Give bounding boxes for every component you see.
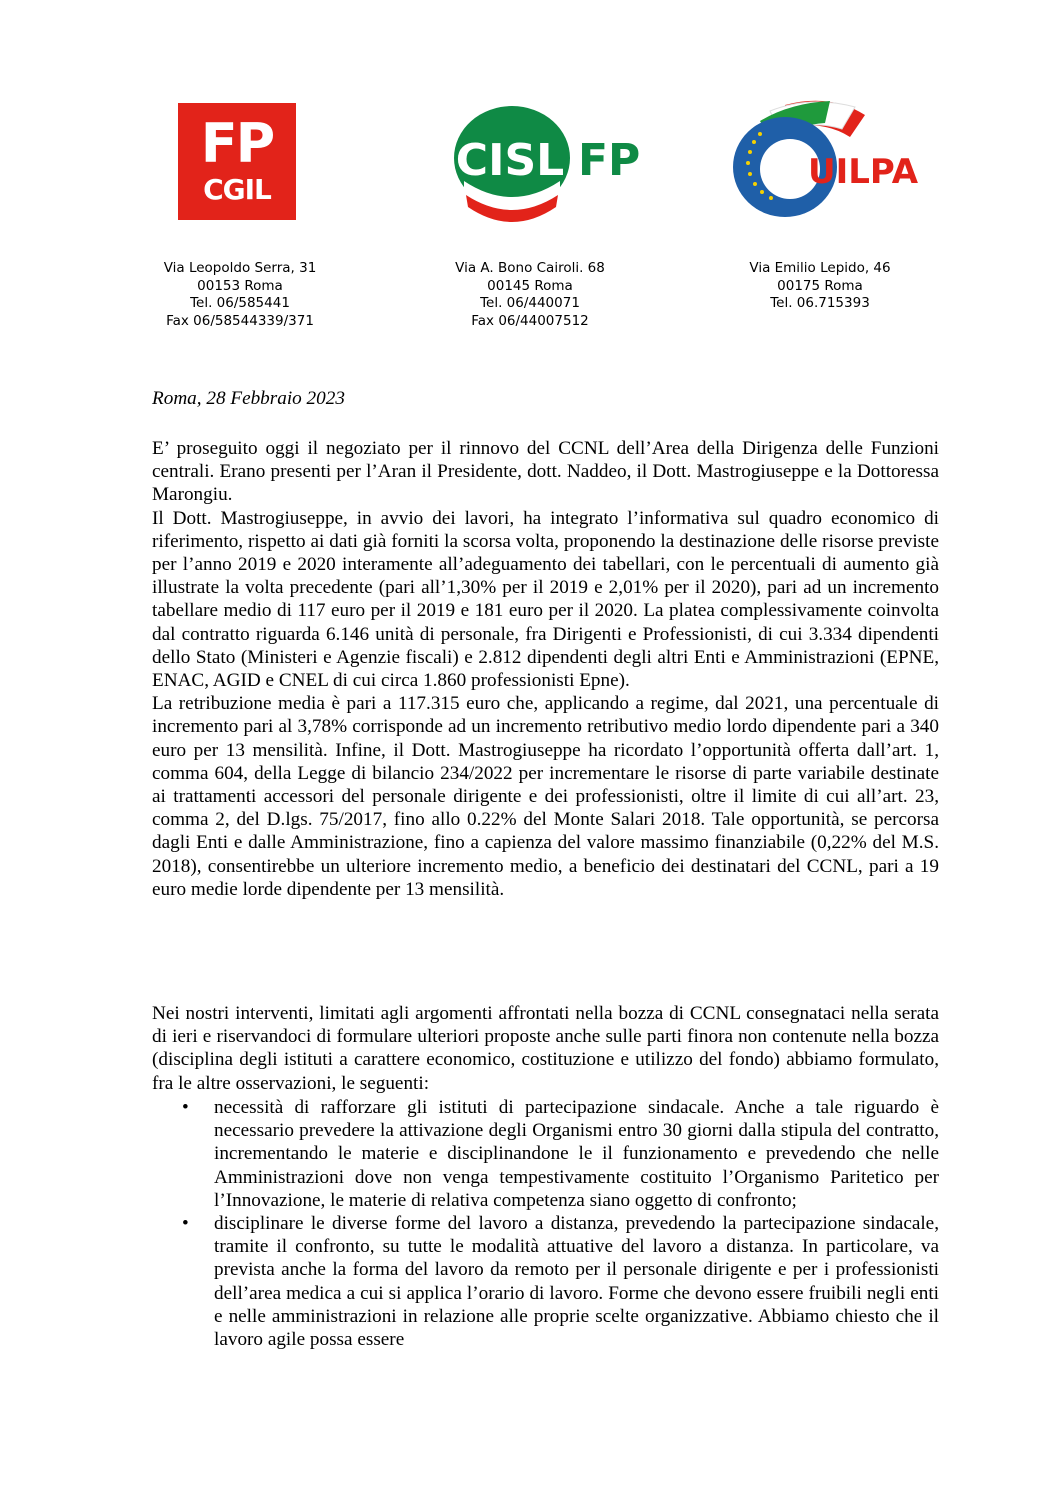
interventi-intro [152,1002,939,1095]
address-fax: Fax 06/44007512 [471,312,589,329]
paragraph: E’ proseguito oggi il negoziato per il rinnovo del CCNL dell’Area della Dirigenza delle Funzioni centrali. Erano presenti per l’Aran il Presidente, dott. Naddeo, il Dott. Mastrogiuseppe e la Dottoressa Marongiu. [152,438,939,506]
address-cap: 00175 Roma [777,277,863,294]
paragraph: La retribuzione media è pari a 117.315 euro che, applicando a regime, dal 2021, una percentuale di incremento pari al 3,78% corrisponde ad un incremento retributivo medio lordo dipendente pari a 340 euro per 13 mensilità. Infine, il Dott. Mastrogiuseppe ha ricordato l’opportunità offerta dall’art. 1, comma 604, della Legge di bilancio 234/2022 per incrementare le risorse di parte variabile destinate ai trattamenti accessori del personale dirigente e dei professionisti, oltre il limite di cui all’art. 23, comma 2, del D.lgs. 75/2017, fino allo 0.22% del Monte Salari 2018. Tale opportunità, se percorsa dagli Enti e dalle Amministrazione, fino a capienza del valore massimo finanziabile (0,22% del M.S. 2018), consentirebbe un ulteriore incremento medio, a beneficio dei destinatari del CCNL, pari a 19 euro medie lorde dipendente per 13 mensilità. [152,693,939,900]
fp-cgil-logo-line1: FP [200,112,274,175]
address-tel: Tel. 06/440071 [480,295,580,311]
fp-logo-text: FP [578,135,641,186]
cisl-fp-logo [452,103,642,233]
uilpa-logo-graphic [730,97,920,227]
address-fp-cgil [150,260,330,330]
uilpa-logo [730,97,920,227]
cisl-fp-logo-graphic [452,103,642,233]
bullet-list [152,1096,939,1351]
list-item [152,1096,939,1212]
address-fax: Fax 06/58544339/371 [166,312,314,329]
address-uilpa [730,260,910,313]
address-cisl-fp [440,260,620,330]
paragraph: Il Dott. Mastrogiuseppe, in avvio dei lavori, ha integrato l’informativa sul quadro economico di riferimento, rispetto ai dati già forniti la scorsa volta, proponendo la destinazione delle risorse previste per l’anno 2019 e 2020 interamente all’adeguamento dei tabellari, con le percentuali di aumento già illustrate la volta precedente (pari all’1,30% per il 2019 e 2,01% per il 2020), pari ad un incremento tabellare medio di 117 euro per il 2019 e 181 euro per il 2020. La platea complessivamente coinvolta dal contratto riguarda 6.146 unità di personale, fra Dirigenti e Professionisti, di cui 3.334 dipendenti dello Stato (Ministeri e Agenzie fiscali) e 2.812 dipendenti degli altri Enti e Amministrazioni (EPNE, ENAC, AGID e CNEL di cui circa 1.860 professionisti Epne). [152,507,939,692]
address-tel: Tel. 06.715393 [770,295,870,311]
bullet-icon: • [182,1097,189,1118]
address-street: Via Leopoldo Serra, 31 [163,260,317,276]
list-item-text: disciplinare le diverse forme del lavoro a distanza, prevedendo la partecipazione sindacale, tramite il confronto, su tutte le modalità attuative del lavoro a distanza. In particolare, va prevista anche la forma del lavoro da remoto per il personale dirigente e per i professionisti dell’area medica a cui si applica l’orario di lavoro. Forme che devono essere fruibili negli enti e nelle amministrazioni in relazione alle proprie scelte organizzative. Abbiamo chiesto che il lavoro agile possa essere [214,1213,939,1351]
document-date: Roma, 28 Febbraio 2023 [152,388,345,409]
fp-cgil-logo [178,103,296,220]
list-item-text: necessità di rafforzare gli istituti di partecipazione sindacale. Anche a tale riguardo è necessario prevedere la attivazione degli Organismi entro 30 giorni dalla stipula del contratto, incrementando le materie e disciplinandone le il funzionamento e prevedendo che nelle Amministrazioni dove non venga tempestivamente costituito l’Organismo Paritetico per l’Innovazione, le materie di relativa competenza siano oggetto di confronto; [214,1097,939,1211]
address-street: Via A. Bono Cairoli. 68 [455,260,605,276]
bullet-icon: • [182,1213,189,1235]
list-item [152,1212,939,1351]
cisl-logo-text: CISL [455,135,565,186]
address-street: Via Emilio Lepido, 46 [749,260,891,276]
address-cap: 00145 Roma [487,277,573,294]
address-tel: Tel. 06/585441 [190,295,290,311]
paragraph: Nei nostri interventi, limitati agli argomenti affrontati nella bozza di CCNL consegnataci nella serata di ieri e riservandoci di formulare ulteriori proposte anche sulle parti finora non contenute nella bozza (disciplina degli istituti a carattere economico, costituzione e utilizzo del fondo) abbiamo formulato, fra le altre osservazioni, le seguenti: [152,1003,939,1094]
uilpa-logo-text: UILPA [808,152,919,192]
fp-cgil-logo-line2: CGIL [203,173,271,206]
body-paragraphs [152,437,939,901]
address-cap: 00153 Roma [197,277,283,294]
